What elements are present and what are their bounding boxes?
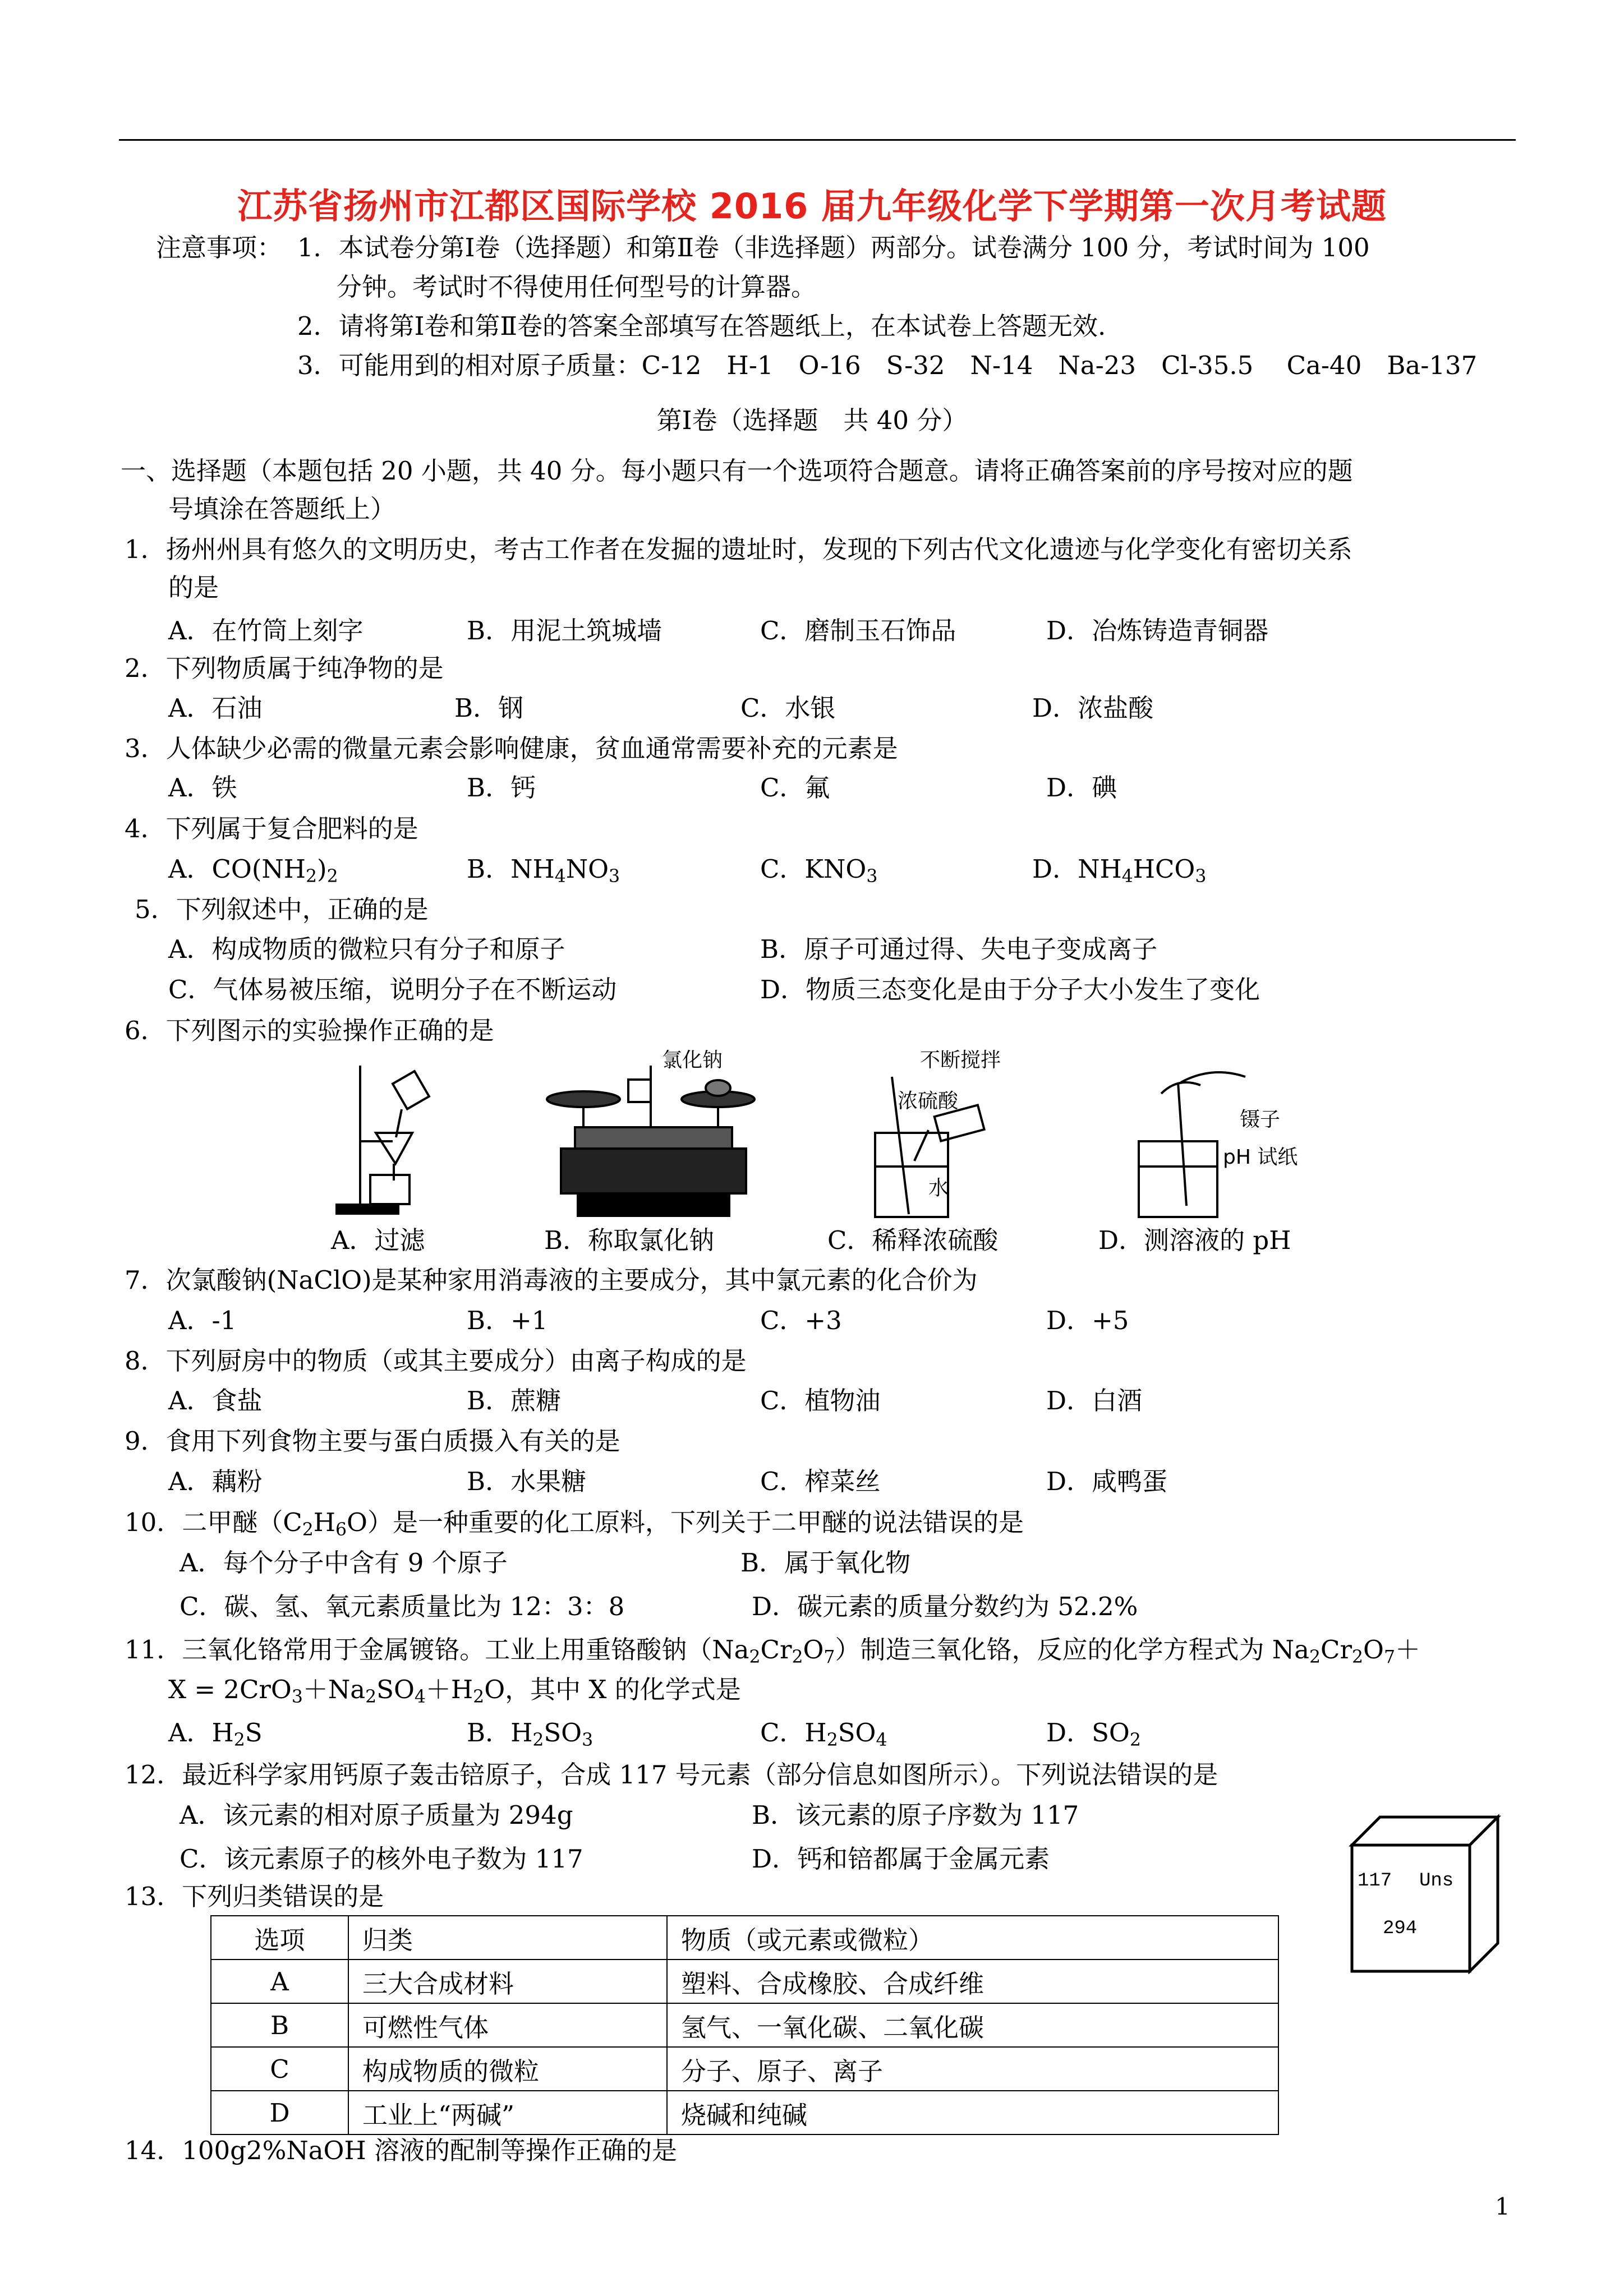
q1-option-b: B．用泥土筑城墙 bbox=[467, 616, 663, 646]
q4-option-d: D．$NH_4HCO_3$ bbox=[1032, 854, 1207, 887]
q10-option-b: B．属于氧化物 bbox=[740, 1548, 911, 1578]
q3-option-d: D．碘 bbox=[1046, 773, 1117, 803]
q7-option-d: D．+5 bbox=[1046, 1306, 1129, 1335]
q1-stem-cont: 的是 bbox=[168, 573, 219, 602]
q7-option-a: A．-1 bbox=[168, 1306, 237, 1335]
q8-option-d: D．白酒 bbox=[1046, 1386, 1143, 1416]
q5-option-b: B．原子可通过得、失电子变成离子 bbox=[760, 934, 1158, 964]
table-row bbox=[211, 2003, 1278, 2047]
q10-option-c: C．碳、氢、氧元素质量比为 12：3：8 bbox=[180, 1592, 625, 1621]
q6-option-a: A．过滤 bbox=[331, 1225, 425, 1255]
q7-stem: 7．次氯酸钠(NaClO)是某种家用消毒液的主要成分，其中氯元素的化合价为 bbox=[125, 1265, 978, 1295]
q8-option-b: B．蔗糖 bbox=[467, 1386, 562, 1416]
q12-option-a: A．该元素的相对原子质量为 294g bbox=[180, 1800, 573, 1830]
q7-option-b: B．+1 bbox=[467, 1306, 548, 1335]
q9-stem: 9．食用下列食物主要与蛋白质摄入有关的是 bbox=[125, 1426, 620, 1456]
q11-option-d: D．$SO_2$ bbox=[1046, 1718, 1141, 1750]
q2-option-b: B．钢 bbox=[454, 693, 524, 723]
filtration-figure bbox=[337, 1066, 429, 1214]
table-cell: 塑料、合成橡胶、合成纤维 bbox=[667, 1960, 1278, 2003]
q2-option-a: A．石油 bbox=[168, 693, 263, 723]
q2-option-c: C．水银 bbox=[740, 693, 836, 723]
q9-option-d: D．咸鸭蛋 bbox=[1046, 1467, 1168, 1496]
notice-item-3: 3．可能用到的相对原子质量：C-12 H-1 O-16 S-32 N-14 Na-23 Cl-35.5 Ca-40 Ba-137 bbox=[297, 351, 1478, 380]
q5-stem: 5．下列叙述中，正确的是 bbox=[135, 895, 429, 924]
table-header: 归类 bbox=[348, 1916, 667, 1960]
q6-label-tweezers: 镊子 bbox=[1240, 1108, 1281, 1131]
q4-stem: 4．下列属于复合肥料的是 bbox=[125, 814, 418, 843]
q11-option-a: A．$H_2S$ bbox=[168, 1718, 263, 1750]
q3-option-a: A．铁 bbox=[168, 773, 237, 803]
q8-option-a: A．食盐 bbox=[168, 1386, 263, 1416]
q3-option-b: B．钙 bbox=[467, 773, 536, 803]
table-header: 选项 bbox=[211, 1916, 348, 1960]
part1-instructions: 一、选择题（本题包括 20 小题，共 40 分。每小题只有一个选项符合题意。请将正确答案前的序号按对应的题 bbox=[121, 456, 1353, 486]
q9-option-a: A．藕粉 bbox=[168, 1467, 263, 1496]
q4-option-b: B．$NH_4NO_3$ bbox=[467, 854, 620, 887]
q5-option-d: D．物质三态变化是由于分子大小发生了变化 bbox=[760, 975, 1260, 1004]
q3-option-c: C．氟 bbox=[760, 773, 830, 803]
q11-stem: 11．三氧化铬常用于金属镀铬。工业上用重铬酸钠$(Na_2Cr_2O_7)$制造三氧化铬，反应的化学方程式为 $Na_2Cr_2O_7+$ bbox=[125, 1635, 1420, 1667]
q11-option-c: C．$H_2SO_4$ bbox=[760, 1718, 887, 1750]
q6-label-nacl: 氯化钠 bbox=[662, 1049, 723, 1072]
table-row bbox=[211, 2091, 1278, 2134]
element-box-figure bbox=[1346, 1811, 1503, 1974]
q6-label-ph-paper: pH 试纸 bbox=[1223, 1146, 1298, 1169]
notice-item-1: 1．本试卷分第Ⅰ卷（选择题）和第Ⅱ卷（非选择题）两部分。试卷满分 100 分，考试时间为 100 bbox=[297, 233, 1370, 262]
q6-label-water: 水 bbox=[928, 1177, 949, 1200]
q10-stem: 10．二甲醚$(C_2H_6O)$是一种重要的化工原料，下列关于二甲醚的说法错误的是 bbox=[125, 1507, 1024, 1540]
q8-option-c: C．植物油 bbox=[760, 1386, 881, 1416]
page-number: 1 bbox=[1495, 2193, 1510, 2220]
q6-option-b: B．称取氯化钠 bbox=[544, 1225, 715, 1255]
q6-label-acid: 浓硫酸 bbox=[898, 1090, 959, 1113]
table-cell: 三大合成材料 bbox=[348, 1960, 667, 2003]
q4-option-a: A．$CO(NH_2)_2$ bbox=[168, 854, 338, 887]
q6-stem: 6．下列图示的实验操作正确的是 bbox=[125, 1016, 494, 1045]
balance-figure bbox=[547, 1066, 755, 1216]
q12-option-d: D．钙和锫都属于金属元素 bbox=[752, 1844, 1050, 1874]
q11-equation: $X = 2CrO_3+Na_2SO_4+H_2O$，其中 X 的化学式是 bbox=[168, 1675, 741, 1707]
q6-label-stir: 不断搅拌 bbox=[920, 1049, 1001, 1072]
q6-option-c: C．稀释浓硫酸 bbox=[827, 1225, 999, 1255]
classification-table bbox=[210, 1915, 1279, 2135]
q10-option-d: D．碳元素的质量分数约为 52.2% bbox=[752, 1592, 1138, 1621]
table-cell: 可燃性气体 bbox=[348, 2003, 667, 2047]
table-row bbox=[211, 2047, 1278, 2091]
element-atomic-number: 117 bbox=[1358, 1870, 1392, 1892]
notice-item-1-cont: 分钟。考试时不得使用任何型号的计算器。 bbox=[337, 272, 817, 302]
q9-option-c: C．榨菜丝 bbox=[760, 1467, 881, 1496]
header-rule bbox=[119, 139, 1516, 141]
q4-option-c: C．$KNO_3$ bbox=[760, 854, 878, 887]
q3-stem: 3．人体缺少必需的微量元素会影响健康，贫血通常需要补充的元素是 bbox=[125, 734, 898, 763]
page-title: 江苏省扬州市江都区国际学校 2016 届九年级化学下学期第一次月考试题 bbox=[237, 186, 1387, 227]
table-header-row bbox=[211, 1916, 1278, 1960]
table-row bbox=[211, 1960, 1278, 2003]
q1-stem: 1．扬州州具有悠久的文明历史，考古工作者在发掘的遗址时，发现的下列古代文化遗迹与化学变化有密切关系 bbox=[125, 534, 1352, 564]
table-cell: A bbox=[211, 1960, 348, 2003]
q5-option-a: A．构成物质的微粒只有分子和原子 bbox=[168, 934, 565, 964]
q12-option-c: C．该元素原子的核外电子数为 117 bbox=[180, 1844, 583, 1874]
q13-stem: 13．下列归类错误的是 bbox=[125, 1882, 384, 1911]
table-cell: 构成物质的微粒 bbox=[348, 2047, 667, 2091]
table-cell: 分子、原子、离子 bbox=[667, 2047, 1278, 2091]
table-cell: 烧碱和纯碱 bbox=[667, 2091, 1278, 2134]
table-cell: 工业上“两碱” bbox=[348, 2091, 667, 2134]
q14-stem: 14．100g2%NaOH 溶液的配制等操作正确的是 bbox=[125, 2136, 677, 2165]
table-cell: B bbox=[211, 2003, 348, 2047]
q2-stem: 2．下列物质属于纯净物的是 bbox=[125, 653, 444, 683]
q6-lab-figures bbox=[314, 1054, 1436, 1223]
q6-option-d: D．测溶液的 pH bbox=[1098, 1225, 1291, 1255]
q2-option-d: D．浓盐酸 bbox=[1032, 693, 1154, 723]
q1-option-d: D．冶炼铸造青铜器 bbox=[1046, 616, 1269, 646]
notice-label: 注意事项： bbox=[156, 233, 283, 262]
q5-option-c: C．气体易被压缩，说明分子在不断运动 bbox=[168, 975, 617, 1004]
q7-option-c: C．+3 bbox=[760, 1306, 842, 1335]
q12-stem: 12．最近科学家用钙原子轰击锫原子，合成 117 号元素（部分信息如图所示）。下列说法错误的是 bbox=[125, 1760, 1218, 1790]
q11-option-b: B．$H_2SO_3$ bbox=[467, 1718, 594, 1750]
notice-item-2: 2．请将第Ⅰ卷和第Ⅱ卷的答案全部填写在答题纸上，在本试卷上答题无效. bbox=[297, 311, 1106, 341]
table-header: 物质（或元素或微粒） bbox=[667, 1916, 1278, 1960]
table-cell: D bbox=[211, 2091, 348, 2134]
table-cell: 氢气、一氧化碳、二氧化碳 bbox=[667, 2003, 1278, 2047]
q1-option-c: C．磨制玉石饰品 bbox=[760, 616, 956, 646]
q9-option-b: B．水果糖 bbox=[467, 1467, 587, 1496]
section-title: 第Ⅰ卷（选择题 共 40 分） bbox=[656, 405, 968, 435]
element-mass: 294 bbox=[1383, 1918, 1418, 1939]
table-cell: C bbox=[211, 2047, 348, 2091]
q10-option-a: A．每个分子中含有 9 个原子 bbox=[180, 1548, 508, 1578]
q8-stem: 8．下列厨房中的物质（或其主要成分）由离子构成的是 bbox=[125, 1346, 747, 1376]
element-symbol: Uns bbox=[1419, 1870, 1454, 1892]
part1-instructions-cont: 号填涂在答题纸上） bbox=[168, 494, 396, 524]
q12-option-b: B．该元素的原子序数为 117 bbox=[752, 1800, 1079, 1830]
q1-option-a: A．在竹筒上刻字 bbox=[168, 616, 364, 646]
